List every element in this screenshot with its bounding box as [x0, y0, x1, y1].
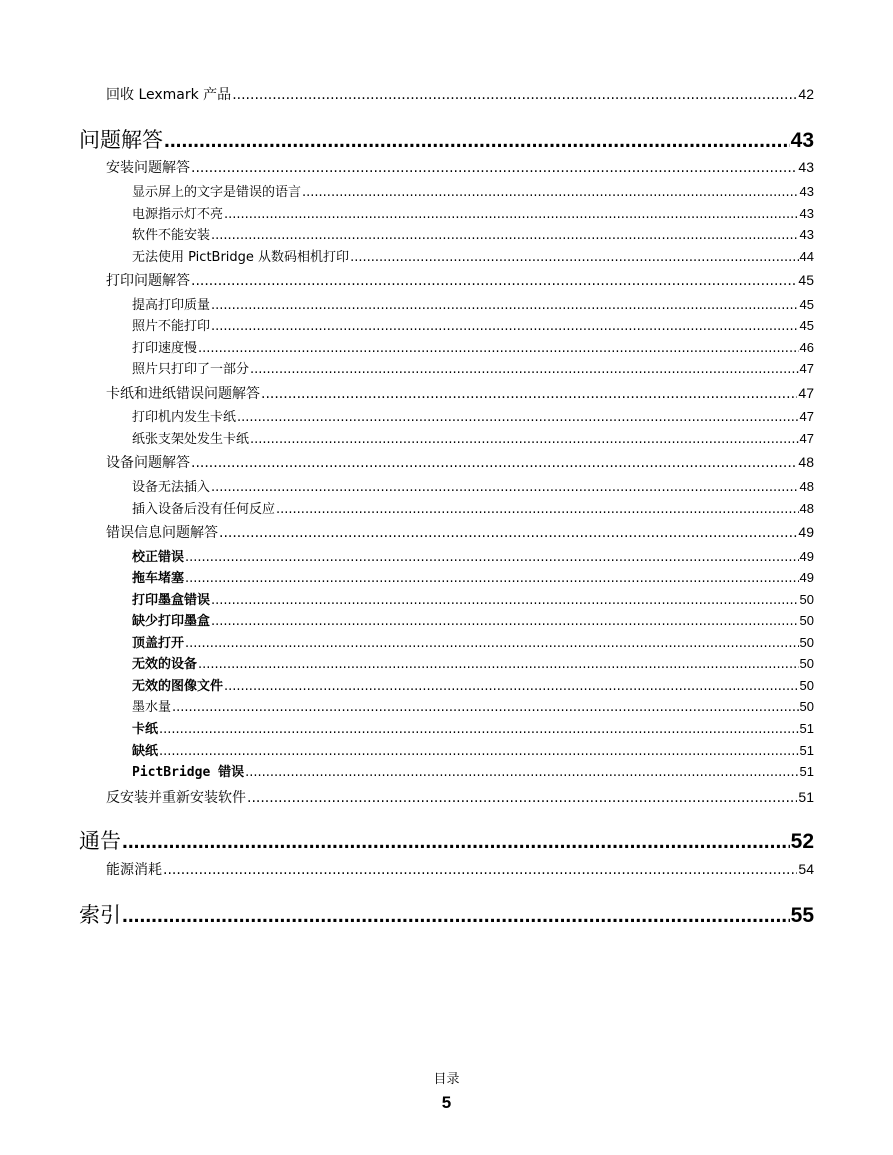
toc-leader-dots [219, 525, 797, 541]
toc-leader-dots [122, 830, 790, 854]
toc-subentry-title: 缺纸 [132, 744, 159, 759]
toc-entry-title: 能源消耗 [106, 862, 162, 878]
toc-entry-title: 错误信息问题解答 [106, 525, 218, 541]
toc-subentry[interactable] [132, 498, 814, 517]
toc-subentry[interactable] [132, 675, 814, 694]
toc-subentry-title: 卡纸 [132, 722, 159, 737]
toc-leader-dots [163, 862, 797, 878]
toc-leader-dots [250, 362, 799, 377]
toc-subentry-page: 51 [799, 743, 814, 758]
toc-subentry-page: 51 [799, 721, 814, 736]
toc-leader-dots [232, 87, 797, 103]
toc-subentry-page: 45 [799, 297, 814, 312]
toc-leader-dots [191, 455, 797, 471]
toc-subentry-title: 打印墨盒错误 [132, 593, 211, 608]
toc-chapter-page: 43 [790, 129, 814, 152]
toc-subentry-page: 47 [799, 431, 814, 446]
toc-subentry[interactable] [132, 567, 814, 586]
toc-entry-title: 卡纸和进纸错误问题解答 [106, 386, 260, 402]
toc-subentry[interactable] [132, 718, 814, 737]
toc-entry-reinstall-software[interactable] [106, 787, 814, 807]
toc-subentry-title: 拖车堵塞 [132, 571, 185, 586]
toc-entry-title: 安装问题解答 [106, 160, 190, 176]
toc-subentry-title: PictBridge 错误 [132, 765, 245, 780]
toc-subentry-page: 46 [799, 340, 814, 355]
toc-subentry-title: 显示屏上的文字是错误的语言 [132, 185, 302, 200]
toc-leader-dots [211, 298, 799, 313]
toc-subentry-page: 48 [799, 501, 814, 516]
toc-subentry[interactable] [132, 428, 814, 447]
toc-chapter-title: 通告 [79, 829, 121, 853]
toc-chapter-page: 52 [790, 830, 814, 853]
toc-entry-page: 51 [798, 789, 814, 805]
toc-subentry-page: 49 [799, 549, 814, 564]
toc-leader-dots [159, 722, 799, 737]
toc-leader-dots [350, 250, 798, 265]
toc-subentry[interactable] [132, 476, 814, 495]
toc-entry-page: 49 [798, 524, 814, 540]
toc-entry-error-messages[interactable] [106, 522, 814, 542]
toc-subentry[interactable] [132, 337, 814, 356]
toc-leader-dots [122, 904, 790, 928]
toc-entry-setup-troubleshooting[interactable] [106, 157, 814, 177]
toc-entry-energy-consumption[interactable] [106, 859, 814, 879]
toc-subentry[interactable] [132, 315, 814, 334]
toc-subentry-page: 51 [799, 764, 814, 779]
toc-subentry-page: 43 [799, 206, 814, 221]
toc-leader-dots [211, 614, 799, 629]
toc-subentry-title: 照片不能打印 [132, 319, 211, 334]
toc-subentry-page: 50 [799, 613, 814, 628]
toc-subentry-page: 50 [799, 592, 814, 607]
toc-chapter-title: 问题解答 [79, 128, 163, 152]
toc-subentry-title: 顶盖打开 [132, 636, 185, 651]
footer-page-number: 5 [441, 1093, 452, 1112]
toc-leader-dots [276, 502, 799, 517]
toc-subentry-page: 49 [799, 570, 814, 585]
toc-subentry-page: 44 [799, 249, 814, 264]
toc-entry-title: 设备问题解答 [106, 455, 190, 471]
toc-subentry[interactable] [132, 181, 814, 200]
toc-subentry-page: 50 [799, 699, 814, 714]
toc-subentry[interactable] [132, 761, 814, 780]
toc-subentry-page: 50 [799, 678, 814, 693]
toc-entry-jam-troubleshooting[interactable] [106, 383, 814, 403]
toc-leader-dots [185, 550, 799, 565]
toc-chapter-index[interactable] [79, 899, 814, 929]
toc-subentry[interactable] [132, 358, 814, 377]
toc-leader-dots [211, 480, 799, 495]
toc-entry-title: 反安装并重新安装软件 [106, 790, 246, 806]
toc-subentry-title: 墨水量 [132, 700, 172, 715]
toc-subentry-title: 插入设备后没有任何反应 [132, 502, 276, 517]
toc-subentry-title: 软件不能安装 [132, 228, 211, 243]
toc-subentry-page: 50 [799, 656, 814, 671]
toc-subentry-page: 47 [799, 409, 814, 424]
toc-leader-dots [198, 341, 799, 356]
toc-leader-dots [164, 129, 790, 153]
toc-subentry[interactable] [132, 546, 814, 565]
toc-subentry-title: 打印机内发生卡纸 [132, 410, 237, 425]
toc-subentry-page: 50 [799, 635, 814, 650]
toc-leader-dots [261, 386, 797, 402]
toc-subentry-page: 43 [799, 184, 814, 199]
toc-subentry[interactable] [132, 610, 814, 629]
toc-entry-page: 54 [798, 861, 814, 877]
toc-leader-dots [185, 636, 799, 651]
toc-subentry-page: 45 [799, 318, 814, 333]
toc-subentry-title: 电源指示灯不亮 [132, 207, 224, 222]
toc-leader-dots [247, 790, 797, 806]
toc-leader-dots [237, 410, 799, 425]
toc-subentry-title: 校正错误 [132, 550, 185, 565]
toc-subentry-page: 43 [799, 227, 814, 242]
toc-subentry-title: 照片只打印了一部分 [132, 362, 250, 377]
toc-chapter-notices[interactable] [79, 825, 814, 855]
toc-leader-dots [302, 185, 799, 200]
toc-leader-dots [185, 571, 799, 586]
toc-subentry-title: 设备无法插入 [132, 480, 211, 495]
toc-entry-recycle[interactable] [106, 84, 814, 104]
toc-subentry[interactable] [132, 406, 814, 425]
toc-leader-dots [211, 593, 799, 608]
toc-entry-page: 47 [798, 385, 814, 401]
toc-subentry-title: 打印速度慢 [132, 341, 198, 356]
toc-leader-dots [224, 679, 799, 694]
toc-subentry-title: 提高打印质量 [132, 298, 211, 313]
toc-entry-page: 43 [798, 159, 814, 175]
footer-section-title: 目录 [433, 1072, 460, 1087]
toc-entry-page: 42 [798, 86, 814, 102]
toc-chapter-title: 索引 [79, 903, 121, 927]
toc-entry-print-troubleshooting[interactable] [106, 270, 814, 290]
toc-subentry[interactable] [132, 294, 814, 313]
toc-leader-dots [191, 160, 797, 176]
toc-leader-dots [198, 657, 799, 672]
toc-chapter-page: 55 [790, 904, 814, 927]
toc-leader-dots [159, 744, 799, 759]
toc-leader-dots [172, 700, 799, 715]
toc-subentry[interactable] [132, 589, 814, 608]
toc-subentry-page: 48 [799, 479, 814, 494]
toc-leader-dots [191, 273, 797, 289]
toc-subentry-title: 纸张支架处发生卡纸 [132, 432, 250, 447]
toc-subentry[interactable] [132, 696, 814, 715]
toc-subentry-title: 无效的图像文件 [132, 679, 224, 694]
toc-subentry[interactable] [132, 653, 814, 672]
toc-subentry[interactable] [132, 632, 814, 651]
toc-entry-title: 打印问题解答 [106, 273, 190, 289]
toc-chapter-troubleshooting[interactable] [79, 124, 814, 154]
toc-subentry-title: 无效的设备 [132, 657, 198, 672]
toc-subentry[interactable] [132, 246, 814, 265]
toc-subentry[interactable] [132, 740, 814, 759]
toc-entry-title: 回收 Lexmark 产品 [106, 87, 232, 103]
toc-subentry[interactable] [132, 203, 814, 222]
toc-leader-dots [211, 228, 799, 243]
toc-leader-dots [245, 765, 798, 780]
toc-leader-dots [224, 207, 799, 222]
toc-entry-device-troubleshooting[interactable] [106, 452, 814, 472]
toc-entry-page: 48 [798, 454, 814, 470]
toc-subentry-page: 47 [799, 361, 814, 376]
toc-subentry-title: 无法使用 PictBridge 从数码相机打印 [132, 250, 350, 265]
toc-leader-dots [250, 432, 799, 447]
toc-subentry[interactable] [132, 224, 814, 243]
toc-entry-page: 45 [798, 272, 814, 288]
toc-leader-dots [211, 319, 799, 334]
toc-subentry-title: 缺少打印墨盒 [132, 614, 211, 629]
